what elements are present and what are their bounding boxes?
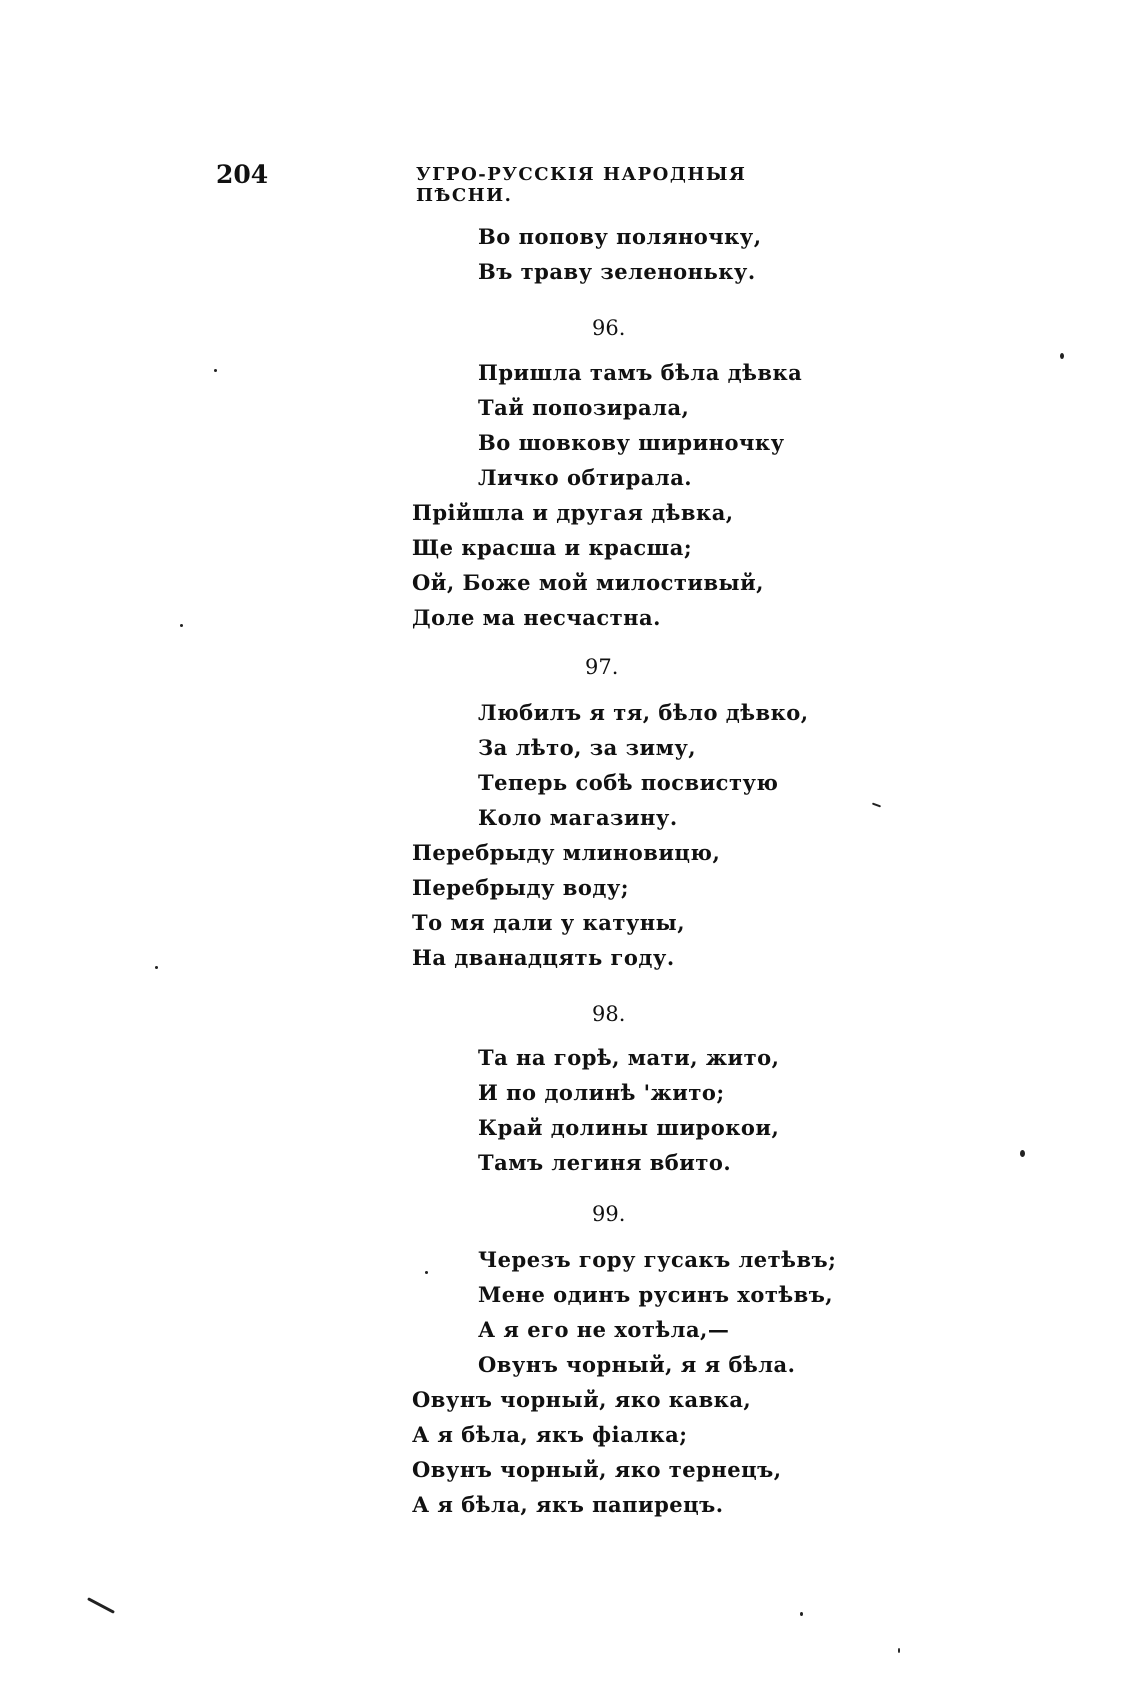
scan-speck bbox=[425, 1271, 428, 1274]
running-title: УГРО-РУССКІЯ НАРОДНЫЯ ПѢСНИ. bbox=[416, 164, 747, 206]
scan-speck bbox=[180, 624, 183, 627]
scan-speck bbox=[214, 369, 217, 372]
verse-line: А я бѣла, якъ папирецъ. bbox=[412, 1492, 724, 1517]
verse-line: Любилъ я тя, бѣло дѣвко, bbox=[478, 700, 809, 725]
song-number: 96. bbox=[592, 316, 626, 340]
verse-line: Въ траву зеленоньку. bbox=[478, 259, 756, 284]
verse-line: Тамъ легиня вбито. bbox=[478, 1150, 732, 1175]
page-header bbox=[216, 160, 796, 206]
page-number: 204 bbox=[216, 160, 269, 189]
verse-line: Перебрыду воду; bbox=[412, 875, 630, 900]
verse-line: Доле ма несчастна. bbox=[412, 605, 661, 630]
verse-line: И по долинѣ 'жито; bbox=[478, 1080, 725, 1105]
scan-speck bbox=[87, 1597, 115, 1614]
verse-line: Личко обтирала. bbox=[478, 465, 693, 490]
scan-speck bbox=[800, 1612, 803, 1616]
verse-line: А я его не хотѣла,— bbox=[478, 1317, 730, 1342]
verse-line: Перебрыду млиновицю, bbox=[412, 840, 721, 865]
verse-line: Ще красша и красша; bbox=[412, 535, 693, 560]
verse-line: Край долины широкои, bbox=[478, 1115, 780, 1140]
verse-line: Во попову поляночку, bbox=[478, 224, 762, 249]
verse-line: А я бѣла, якъ фіалка; bbox=[412, 1422, 688, 1447]
scan-speck bbox=[1020, 1150, 1025, 1157]
verse-line: То мя дали у катуны, bbox=[412, 910, 686, 935]
verse-line: Тай попозирала, bbox=[478, 395, 690, 420]
verse-line: За лѣто, за зиму, bbox=[478, 735, 697, 760]
song-number: 97. bbox=[585, 655, 619, 679]
verse-line: Ой, Боже мой милостивый, bbox=[412, 570, 764, 595]
scan-speck bbox=[872, 803, 881, 808]
song-number: 98. bbox=[592, 1002, 626, 1026]
verse-line: Во шовкову шириночку bbox=[478, 430, 785, 455]
scan-speck bbox=[1060, 353, 1064, 359]
scan-speck bbox=[898, 1648, 900, 1653]
verse-line: Та на горѣ, мати, жито, bbox=[478, 1045, 780, 1070]
scan-speck bbox=[155, 966, 158, 969]
song-number: 99. bbox=[592, 1202, 626, 1226]
verse-line: Овунъ чорный, яко тернецъ, bbox=[412, 1457, 782, 1482]
verse-line: Овунъ чорный, яко кавка, bbox=[412, 1387, 752, 1412]
verse-line: Теперь собѣ посвистую bbox=[478, 770, 779, 795]
verse-line: Пришла тамъ бѣла дѣвка bbox=[478, 360, 803, 385]
verse-line: На дванадцять году. bbox=[412, 945, 675, 970]
verse-line: Мене одинъ русинъ хотѣвъ, bbox=[478, 1282, 834, 1307]
verse-line: Черезъ гору гусакъ летѣвъ; bbox=[478, 1247, 837, 1272]
verse-line: Прійшла и другая дѣвка, bbox=[412, 500, 734, 525]
verse-line: Коло магазину. bbox=[478, 805, 678, 830]
verse-line: Овунъ чорный, я я бѣла. bbox=[478, 1352, 796, 1377]
